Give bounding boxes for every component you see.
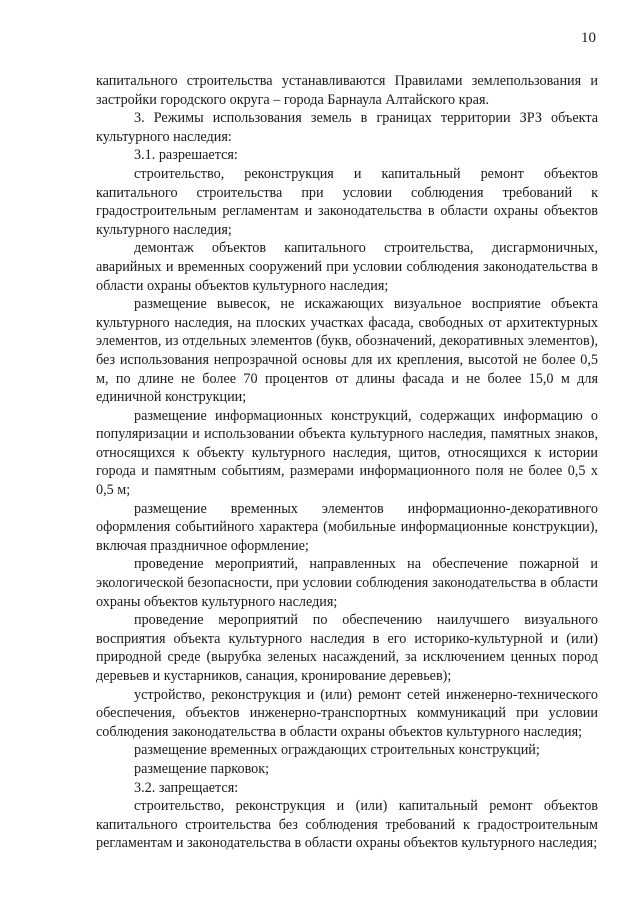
section-heading-3: 3. Режимы использования земель в границах территории ЗРЗ объекта культурного наследия: (96, 110, 598, 145)
page-number: 10 (581, 30, 596, 46)
list-item-permitted: размещение парковок; (134, 760, 270, 777)
list-item-permitted: строительство, реконструкция и капитальный ремонт объектов капитального строительства при условии соблюдения требований к градостроительным регламентам и законодательства в области охраны объектов культурного наследия; (96, 165, 598, 238)
list-item-permitted: проведение мероприятий, направленных на обеспечение пожарной и экологической безопасности, при условии соблюдения законодательства в области охраны объектов культурного наследия; (96, 556, 598, 610)
list-item-permitted: устройство, реконструкция и (или) ремонт сетей инженерно-технического обеспечения, объектов инженерно-транспортных коммуникаций при условии соблюдения законодательства в области охраны объектов культурного наследия; (96, 686, 598, 740)
list-item-permitted: размещение временных ограждающих строительных конструкций; (134, 742, 540, 759)
list-item-permitted: проведение мероприятий по обеспечению наилучшего визуального восприятия объекта культурного наследия в его историко-культурной и (или) природной среде (вырубка зеленых насаждений, за исключением ценных пород деревьев и кустарников, санация, кронирование деревьев); (96, 612, 598, 684)
paragraph-continuation: капитального строительства устанавливаются Правилами землепользования и застройки городского округа – города Барнаула Алтайского края. (96, 73, 598, 108)
subsection-heading-3-2: 3.2. запрещается: (134, 779, 239, 796)
list-item-prohibited: строительство, реконструкция и (или) капитальный ремонт объектов капитального строительства без соблюдения требований к градостроительным регламентам и законодательства в области охраны объектов культурного наследия; (96, 798, 598, 852)
list-item-permitted: размещение информационных конструкций, содержащих информацию о популяризации и использовании объекта культурного наследия, памятных знаков, относящихся к объекту культурного наследия, щитов, относящихся к истории города и памятным событиям, размерами информационного поля не более 0,5 х 0,5 м; (96, 407, 598, 499)
list-item-permitted: размещение временных элементов информационно-декоративного оформления событийного характера (мобильные информационные конструкции), включая праздничное оформление; (96, 500, 598, 554)
list-item-permitted: размещение вывесок, не искажающих визуальное восприятие объекта культурного наследия, на плоских участках фасада, свободных от архитектурных элементов, из отдельных элементов (букв, обозначений, декоративных элементов), без использования непрозрачной основы для их крепления, высотой не более 0,5 м, по длине не более 70 процентов от длины фасада и не более 15,0 м для единичной конструкции; (96, 296, 598, 406)
subsection-heading-3-1: 3.1. разрешается: (134, 147, 238, 164)
document-body (96, 72, 598, 853)
list-item-permitted: демонтаж объектов капитального строительства, дисгармоничных, аварийных и временных сооружений при условии соблюдения законодательства в области охраны объектов культурного наследия; (96, 240, 598, 294)
